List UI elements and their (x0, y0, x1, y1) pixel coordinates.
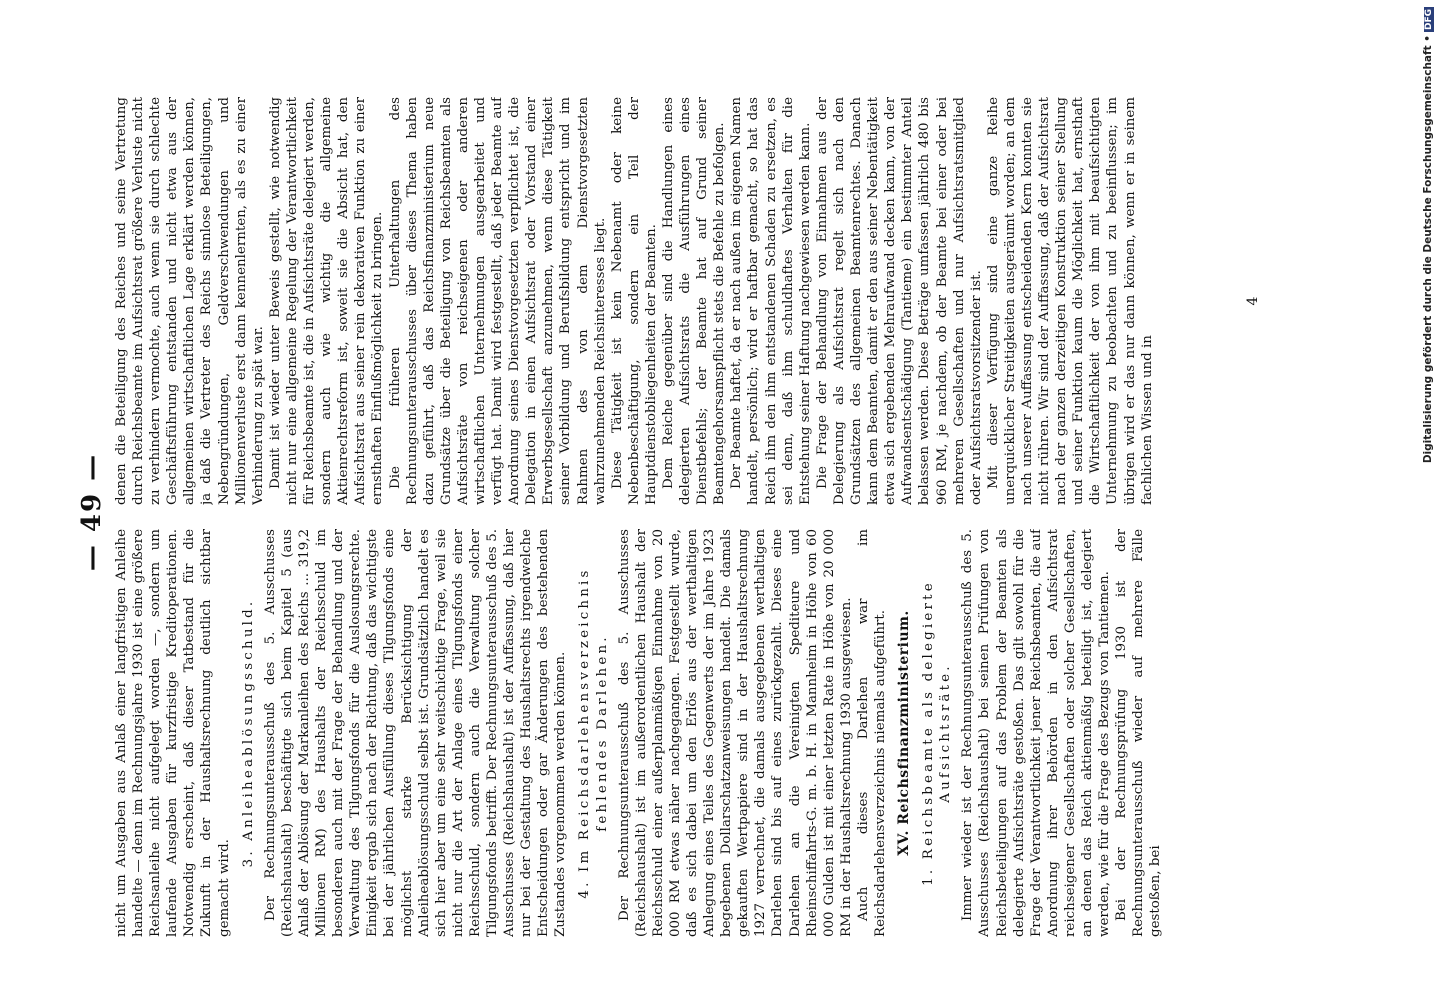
paragraph: Der Rechnungsunterausschuß des 5. Ausschusses (Reichshaushalt) ist im außerordentlichen Haushalt der Reichsschuld einer außerplanmäßigen Einnahme von 20 000 RM etwas näher nachgegangen. Festgestellt wurde, daß es sich dabei um den Erlös aus der werthaltigen Anlegung eines Teiles des Gegenwerts der im Jahre 1923 begebenen Dollarschatzanweisungen handelt. Die damals gekauften Wertpapiere sind in der Haushaltsrechnung 1927 verrechnet, die damals ausgegebenen werthaltigen Darlehen sind bis auf eines zurückgezahlt. Dieses eine Darlehen an die Vereinigten Spediteure und Rheinschiffahrts-G. m. b. H. in Mannheim in Höhe von 60 000 Gulden ist mit einer letzten Rate in Höhe von 20 000 RM in der Haushaltsrechnung 1930 ausgewiesen. (616, 529, 854, 937)
dfg-logo: DFG (1424, 9, 1434, 31)
section-heading: 3. Anleiheablösungsschuld. (240, 598, 256, 868)
chapter-heading: XV. Reichsfinanzministerium. (896, 610, 913, 856)
signature-mark: 4 (1245, 296, 1261, 306)
paragraph: Die Frage der Behandlung von Einnahmen aus der Delegierung als Aufsichtsrat regelt sich nach den Grundsätzen des allgemeinen Beamtenrechtes. Danach kann dem Beamten, damit er den aus seiner Nebentätigkeit etwa sich ergebenden Mehraufwand decken kann, von der Aufwandsentschädigung (Tantieme) ein bestimmter Anteil belassen werden. Diese Beträge umfassen jährlich 480 bis 960 RM, je nachdem, ob der Beamte bei einer oder bei mehreren Gesellschaften und nur Aufsichtsratsmitglied oder Aufsichtsratsvorsitzender ist. (814, 97, 984, 505)
right-text-column (113, 97, 1303, 505)
paragraph: Diese Tätigkeit ist kein Nebenamt oder keine Nebenbeschäftigung, sondern ein Teil der Hauptdienstobliegenheiten der Beamten. (609, 97, 659, 505)
left-text-column (113, 529, 1303, 937)
paragraph: Die früheren Unterhaltungen des Rechnungsunterausschusses über dieses Thema haben dazu geführt, daß das Reichsfinanzministerium neue Grundsätze über die Beteiligung von Reichsbeamten als Aufsichtsräte von reichseigenen oder anderen wirtschaftlichen Unternehmungen ausgearbeitet und verfügt hat. Damit wird festgestellt, daß jeder Beamte auf Anordnung seines Dienstvorgesetzten verpflichtet ist, die Delegation in einen Aufsichtsrat oder Vorstand einer Erwerbsgesellschaft anzunehmen, wenn diese Tätigkeit seiner Vorbildung und Berufsbildung entspricht und im Rahmen des von dem Dienstvorgesetzten wahrzunehmenden Reichsinteresses liegt. (387, 97, 608, 505)
rotated-document-page (75, 87, 1310, 937)
paragraph: denen die Beteiligung des Reiches und seine Vertretung durch Reichsbeamte im Aufsichtsrat größere Verluste nicht zu verhindern vermochte, auch wenn sie durch schlechte Geschäftsführung entstanden und nicht etwa aus der allgemeinen wirtschaftlichen Lage erklärt werden können, ja daß die Vertreter des Reichs sinnlose Beteiligungen, Nebengründungen, Geldverschwendungen und Millionenverluste erst dann kennenlernten, als es zu einer Verhinderung zu spät war. (114, 97, 266, 505)
paragraph: Mit dieser Verfügung sind eine ganze Reihe unerquicklicher Streitigkeiten ausgeräumt worden; an dem nach unserer Auffassung entscheidenden Kern konnten sie nicht rühren. Wir sind der Auffassung, daß der Aufsichtsrat nach der ganzen derzeitigen Konstruktion seiner Stellung und seiner Funktion kaum die Möglichkeit hat, ernsthaft die Wirtschaftlichkeit der von ihm mit beaufsichtigten Unternehmung zu beobachten und zu beeinflussen; im übrigen wird er das nur dann können, wenn er in seinem fachlichen Wissen und in (985, 97, 1155, 505)
paragraph: Dem Reiche gegenüber sind die Handlungen eines delegierten Aufsichtsrats die Ausführungen eines Dienstbefehls; der Beamte hat auf Grund seiner Beamtengehorsamspflicht stets die Befehle zu befolgen. (661, 97, 728, 505)
paragraph: Immer wieder ist der Rechnungsunterausschuß des 5. Ausschusses (Reichshaushalt) bei seinen Prüfungen von Reichsbeteiligungen auf das Problem der Beamten als delegierte Aufsichtsräte gestoßen. Das gilt sowohl für die Frage der Verantwortlichkeit jener Reichsbeamten, die auf Anordnung ihrer Behörden in den Aufsichtsrat reichseigener Gesellschaften oder solcher Gesellschaften, an denen das Reich aktienmäßig beteiligt ist, delegiert werden, wie für die Frage des Bezugs von Tantiemen. (960, 529, 1113, 937)
section-heading: 1. Reichsbeamte als delegierte Aufsichtsräte. (921, 580, 954, 886)
paragraph: Bei der Rechnungsprüfung 1930 ist der Rechnungsunterausschuß wieder auf mehrere Fälle gestoßen, bei (1114, 529, 1164, 937)
page-header: — 49 — (77, 452, 107, 572)
paragraph: Auch dieses Darlehen war im Reichsdarlehensverzeichnis niemals aufgeführt. (855, 529, 889, 937)
paragraph: Der Beamte haftet, da er nach außen im eigenen Namen handelt, persönlich; wird er haftbar gemacht, so hat das Reich ihm den ihm entstandenen Schaden zu ersetzen, es sei denn, daß ihm schuldhaftes Verhalten für die Entstehung seiner Haftung nachgewiesen werden kann. (729, 97, 813, 505)
digitization-credit (1422, 7, 1434, 862)
section-heading: 4. Im Reichsdarlehensverzeichnis fehlendes Darlehen. (577, 567, 610, 899)
paragraph: nicht um Ausgaben aus Anlaß einer langfristigen Anleihe handelte — denn im Rechnungsjahre 1930 ist eine größere Reichsanleihe nicht aufgelegt worden —, sondern um laufende Ausgaben für kurzfristige Kreditoperationen. Notwendig erscheint, daß dieser Tatbestand für die Zukunft in der Haushaltsrechnung deutlich sichtbar gemacht wird. (114, 529, 232, 937)
credit-text: Digitalisierung gefördert durch die Deutsche Forschungsgemeinschaft • (1422, 35, 1434, 464)
paragraph: Damit ist wieder unter Beweis gestellt, wie notwendig nicht nur eine allgemeine Regelung der Verantwortlichkeit für Reichsbeamte ist, die in Aufsichtsräte delegiert werden, sondern auch wie wichtig die allgemeine Aktienrechtsreform ist, soweit sie die Absicht hat, den Aufsichtsrat aus seiner rein dekorativen Funktion zu einer ernsthaften Einflußmöglichkeit zu bringen. (267, 97, 386, 505)
paragraph: Der Rechnungsunterausschuß des 5. Ausschusses (Reichshaushalt) beschäftigte sich beim Kapitel 5 (aus Anlaß der Ablösung der Markanleihen des Reichs ... 319,2 Millionen RM) des Haushalts der Reichsschuld im besonderen auch mit der Frage der Behandlung und der Verwaltung des Tilgungsfonds für die Auslosungsrechte. Einigkeit ergab sich nach der Richtung, daß das wichtigste bei der jährlichen Ausfüllung dieses Tilgungsfonds eine möglichst starke Berücksichtigung der Anleiheablösungsschuld selbst ist. Grundsätzlich handelt es sich hier aber um eine sehr weitschichtige Frage, weil sie nicht nur die Art der Anlage eines Tilgungsfonds einer Reichsschuld, sondern auch die Verwaltung solcher Tilgungsfonds betrifft. Der Rechnungsunterausschuß des 5. Ausschusses (Reichshaushalt) ist der Auffassung, daß hier nur bei der Gestaltung des Haushaltsrechts irgendwelche Entscheidungen oder gar Änderungen des bestehenden Zustandes vorgenommen werden können. (262, 529, 569, 937)
